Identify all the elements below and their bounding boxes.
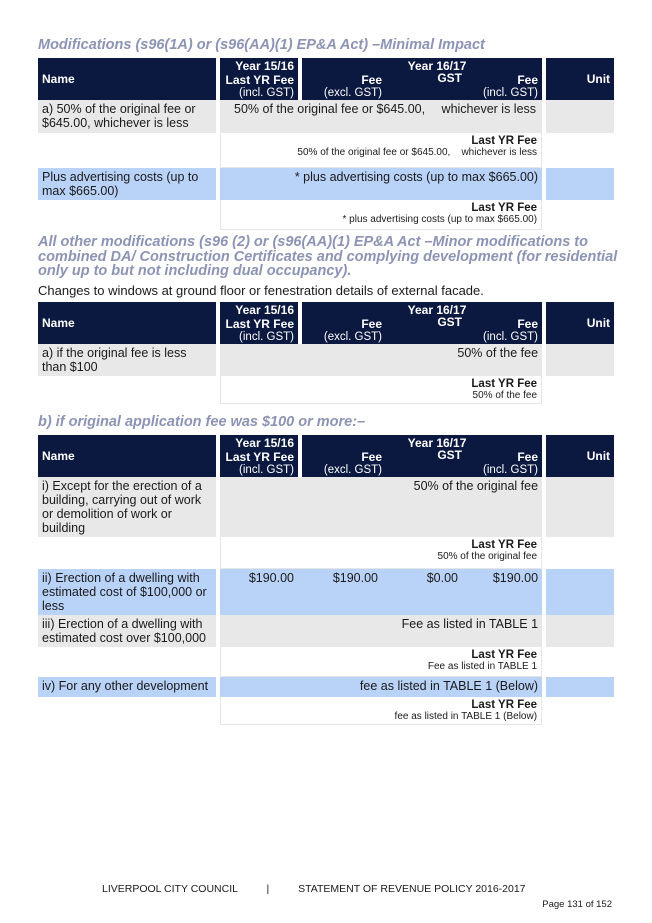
- header-unit: Unit: [546, 435, 614, 477]
- row-value: Fee as listed in TABLE 1: [220, 615, 542, 647]
- header-unit: Unit: [546, 302, 614, 344]
- header-year1617: Year 16/17 Fee (excl. GST) GST Fee (incl. GST): [302, 58, 542, 100]
- row-name: a) if the original fee is less than $100: [38, 344, 216, 376]
- footer-doc-title: STATEMENT OF REVENUE POLICY 2016-2017: [298, 883, 526, 895]
- row-value: 50% of the fee: [220, 344, 542, 376]
- fee-table-2: [38, 302, 614, 404]
- header-year1617: Year 16/17 Fee (excl. GST) GST Fee (incl. GST): [302, 302, 542, 344]
- header-name: Name: [38, 435, 216, 477]
- footer-org: LIVERPOOL CITY COUNCIL: [102, 883, 238, 895]
- fee-table-3: [38, 435, 614, 725]
- header-year1516: Year 15/16 Last YR Fee (incl. GST): [220, 435, 298, 477]
- row-name: ii) Erection of a dwelling with estimated cost of $100,000 or less: [38, 569, 216, 615]
- row-name: a) 50% of the original fee or $645.00, whichever is less: [38, 100, 216, 133]
- section-title-b: b) if original application fee was $100 or more:–: [38, 414, 366, 430]
- section-description: Changes to windows at ground floor or fenestration details of external facade.: [38, 283, 484, 298]
- row-value: fee as listed in TABLE 1 (Below): [220, 677, 542, 697]
- section-title-modifications: Modifications (s96(1A) or (s96(AA)(1) EP&A Act) –Minimal Impact: [38, 37, 485, 53]
- last-yr-fee: Last YR Fee * plus advertising costs (up to max $665.00): [220, 200, 542, 230]
- header-name: Name: [38, 302, 216, 344]
- header-unit: Unit: [546, 58, 614, 100]
- header-year1617: Year 16/17 Fee (excl. GST) GST Fee (incl. GST): [302, 435, 542, 477]
- row-name: iv) For any other development: [38, 677, 216, 697]
- last-yr-fee: Last YR Fee fee as listed in TABLE 1 (Below): [220, 697, 542, 725]
- page-footer: [102, 883, 526, 895]
- cell-last-yr-fee: $190.00: [220, 569, 298, 615]
- header-year1516: Year 15/16 Last YR Fee (incl. GST): [220, 302, 298, 344]
- row-name: iii) Erection of a dwelling with estimated cost over $100,000: [38, 615, 216, 647]
- last-yr-fee: Last YR Fee Fee as listed in TABLE 1: [220, 647, 542, 677]
- last-yr-fee: Last YR Fee 50% of the fee: [220, 376, 542, 404]
- cell-fee-incl: $190.00: [462, 569, 542, 615]
- row-value: 50% of the original fee: [220, 477, 542, 537]
- header-year1516: Year 15/16 Last YR Fee (incl. GST): [220, 58, 298, 100]
- cell-fee-excl: $190.00: [302, 569, 382, 615]
- section-title-other-modifications: All other modifications (s96 (2) or (s96(AA)(1) EP&A Act –Minor modifications to combined DA/ Construction Certificates and complying development (for residential only up to but not including dual occupancy).: [38, 234, 618, 279]
- last-yr-fee: Last YR Fee 50% of the original fee or $645.00, whichever is less: [220, 133, 542, 168]
- fee-table-1: [38, 58, 614, 230]
- footer-separator: |: [266, 883, 270, 895]
- row-name: i) Except for the erection of a building, carrying out of work or demolition of work or building: [38, 477, 216, 537]
- row-value: 50% of the original fee or $645.00, whichever is less: [220, 100, 542, 133]
- row-name: Plus advertising costs (up to max $665.00): [38, 168, 216, 200]
- last-yr-fee: Last YR Fee 50% of the original fee: [220, 537, 542, 569]
- row-value: * plus advertising costs (up to max $665.00): [220, 168, 542, 200]
- cell-gst: $0.00: [382, 569, 462, 615]
- header-name: Name: [38, 58, 216, 100]
- page-number: Page 131 of 152: [542, 899, 612, 910]
